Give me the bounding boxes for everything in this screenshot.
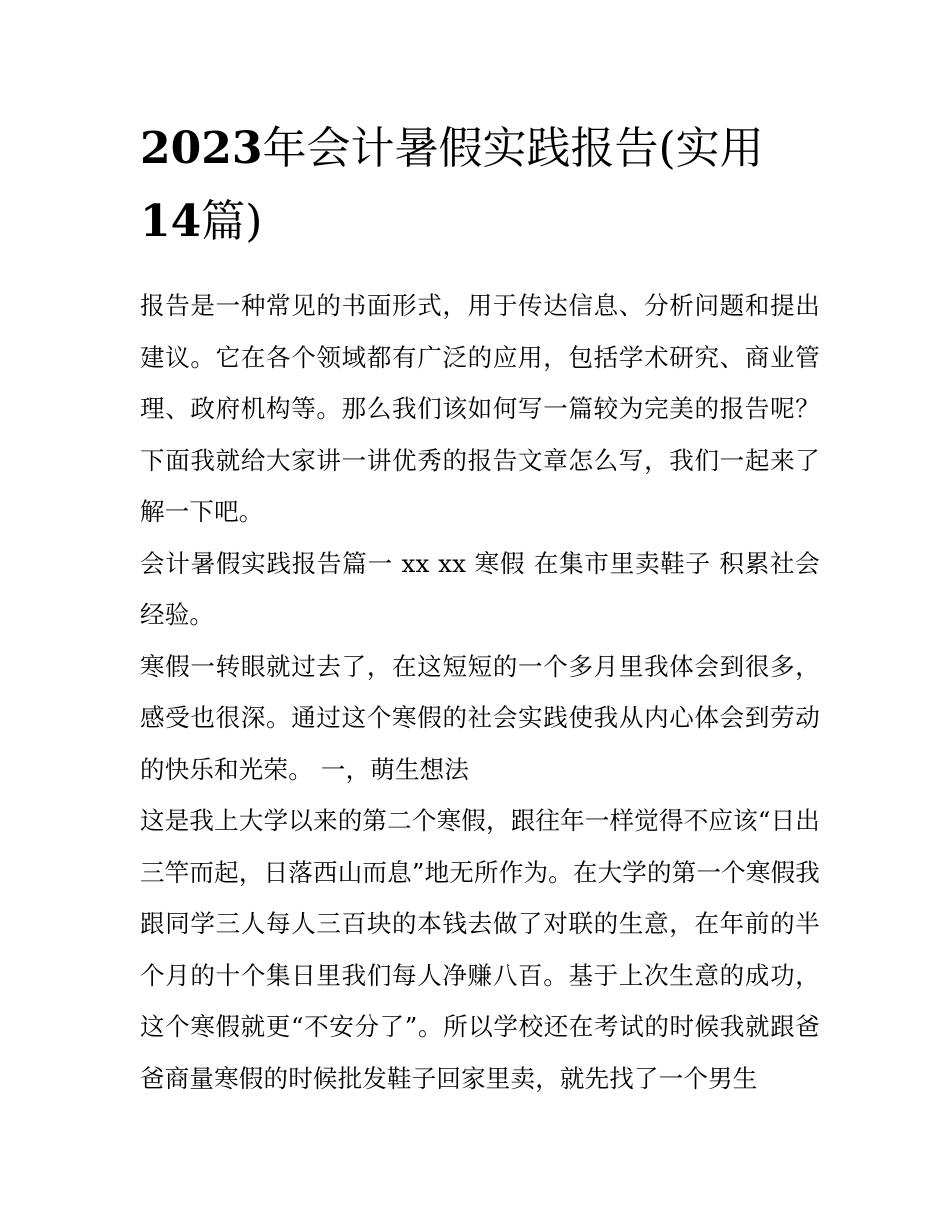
title-text-2: 篇) [201, 196, 263, 247]
intro-paragraph: 报告是一种常见的书面形式，用于传达信息、分析问题和提出建议。它在各个领域都有广泛的应用，包括学术研究、商业管理、政府机构等。那么我们该如何写一篇较为完美的报告呢？下面我就给大家讲一讲优秀的报告文章怎么写，我们一起来了解一下吧。 [140, 291, 820, 526]
document-body [140, 280, 820, 1104]
document-title [140, 112, 820, 258]
title-count: 14 [140, 196, 202, 247]
body-paragraph: 寒假一转眼就过去了，在这短短的一个多月里我体会到很多，感受也很深。通过这个寒假的社会实践使我从内心体会到劳动的快乐和光荣。 一，萌生想法 [140, 651, 820, 784]
body-paragraph: 这是我上大学以来的第二个寒假，跟往年一样觉得不应该“日出三竿而起，日落西山而息”地无所作为。在大学的第一个寒假我跟同学三人每人三百块的本钱去做了对联的生意，在年前的半个月的十个集日里我们每人净赚八百。基于上次生意的成功，这个寒假就更“不安分了”。所以学校还在考试的时候我就跟爸爸商量寒假的时候批发鞋子回家里卖，就先找了一个男生 [140, 806, 820, 1093]
title-year: 2023 [140, 123, 263, 174]
section-heading-paragraph: 会计暑假实践报告篇一 xx xx 寒假 在集市里卖鞋子 积累社会经验。 [140, 548, 820, 629]
title-text-1: 年会计暑假实践报告(实用 [262, 123, 764, 174]
